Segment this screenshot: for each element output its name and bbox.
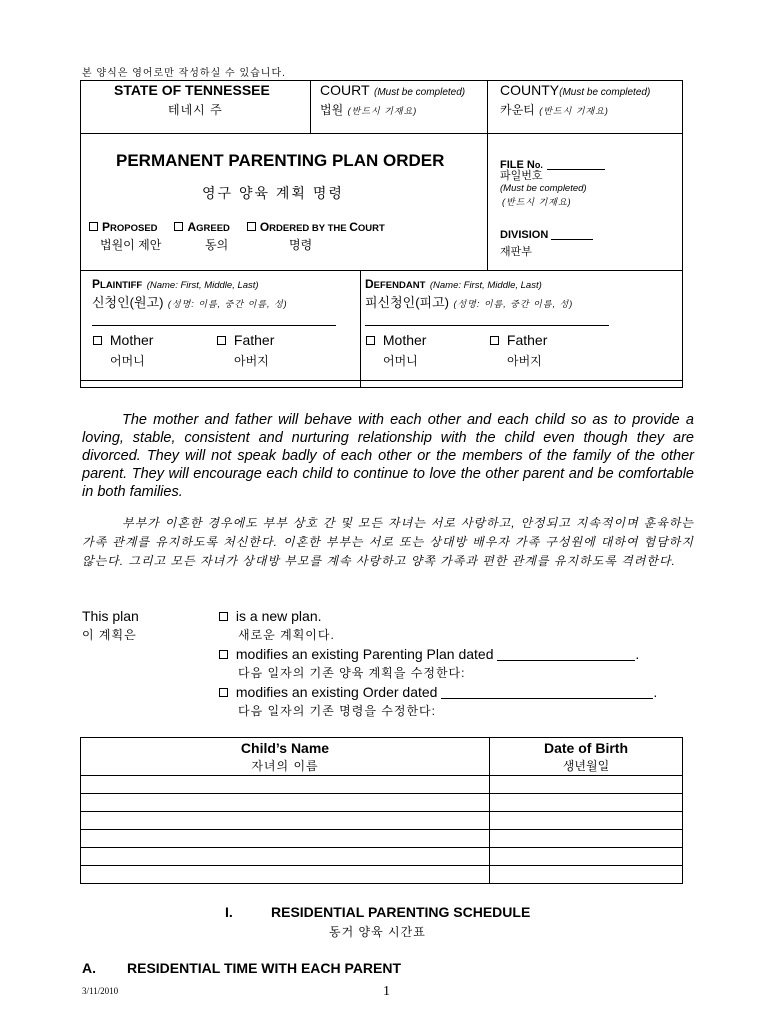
defendant-father-checkbox[interactable]: [490, 336, 499, 345]
footer-date: 3/11/2010: [82, 986, 119, 996]
page-number: 1: [383, 984, 390, 999]
court-label: COURT (Must be completed): [320, 82, 466, 98]
subsection-letter: A.: [82, 960, 96, 976]
plan-modify-order-option[interactable]: modifies an existing Order dated .: [219, 684, 657, 700]
plan-label-ko: 이 계획은: [82, 628, 137, 642]
order-type-options: [89, 218, 385, 236]
plaintiff-father-ko: 아버지: [234, 354, 269, 368]
file-number-field[interactable]: [547, 169, 605, 170]
children-table: [80, 737, 683, 884]
document-title: PERMANENT PARENTING PLAN ORDER: [116, 151, 445, 170]
plan-modify-plan-checkbox[interactable]: [219, 650, 228, 659]
plaintiff-mother-ko: 어머니: [110, 354, 145, 368]
section-number: I.: [225, 904, 233, 920]
table-row[interactable]: [81, 812, 683, 830]
option-label-ko-proposed: 법원이 제안: [100, 238, 162, 252]
defendant-mother-checkbox[interactable]: [366, 336, 375, 345]
division-field[interactable]: [551, 239, 593, 240]
plan-modify-plan-option[interactable]: modifies an existing Parenting Plan dated .: [219, 646, 639, 662]
agreed-option[interactable]: AGREED: [174, 218, 234, 235]
plaintiff-father-option[interactable]: Father: [217, 332, 274, 348]
proposed-option[interactable]: PROPOSED: [89, 218, 162, 235]
intro-paragraph: The mother and father will behave with each other and each child so as to provide a loving, stable, consistent and nurturing relationship with the child even though they are divorced. They will not speak badly of each other or the members of the family of the other parent. They will encourage each child to continue to love the other parent and be comfortable in both families.: [82, 412, 694, 500]
section-title-ko: 동거 양육 시간표: [329, 925, 426, 939]
plaintiff-mother-option[interactable]: Mother: [93, 332, 153, 348]
defendant-father-ko: 아버지: [507, 354, 542, 368]
table-row[interactable]: [81, 866, 683, 884]
plaintiff-label-ko: 신청인(원고) (성명: 이름, 중간 이름, 성): [92, 295, 288, 310]
defendant-label: DEFENDANT (Name: First, Middle, Last): [365, 277, 542, 291]
plaintiff-label: PLAINTIFF (Name: First, Middle, Last): [92, 277, 259, 291]
file-number-label: FILE No.: [500, 155, 605, 173]
table-row[interactable]: [81, 776, 683, 794]
ordered-checkbox[interactable]: [247, 222, 256, 231]
section-title: RESIDENTIAL PARENTING SCHEDULE: [271, 904, 531, 920]
plan-new-option[interactable]: is a new plan.: [219, 608, 322, 624]
table-row[interactable]: [81, 794, 683, 812]
subsection-title: RESIDENTIAL TIME WITH EACH PARENT: [127, 960, 402, 976]
plaintiff-name-field[interactable]: [92, 325, 336, 326]
proposed-checkbox[interactable]: [89, 222, 98, 231]
plan-new-checkbox[interactable]: [219, 612, 228, 621]
plan-new-ko: 새로운 계획이다.: [238, 628, 335, 642]
intro-paragraph-ko: 부부가 이혼한 경우에도 부부 상호 간 및 모든 자녀는 서로 사랑하고, 안정되고 지속적이며 훈육하는 가족 관계를 유지하도록 처신한다. 이혼한 부부는 서로 또는 상대방 배우자 가족 구성원에 대하여 험담하지 않는다. 그리고 모든 자녀가 상대방 부모를 계속 사랑하고 양쪽 가족과 편한 관계를 유지하도록 격려한다.: [82, 516, 694, 568]
language-notice: 본 양식은 영어로만 작성하실 수 있습니다.: [82, 68, 286, 79]
division-label-ko: 재판부: [500, 246, 532, 258]
defendant-mother-ko: 어머니: [383, 354, 418, 368]
option-label-ko-agreed: 동의: [205, 238, 229, 252]
file-number-note-ko: (반드시 기재요): [502, 197, 572, 207]
division-label: DIVISION: [500, 229, 593, 241]
agreed-checkbox[interactable]: [174, 222, 183, 231]
defendant-father-option[interactable]: Father: [490, 332, 547, 348]
plan-modify-order-ko: 다음 일자의 기존 명령을 수정한다:: [238, 704, 436, 718]
plan-label: This plan: [82, 608, 139, 624]
county-label: COUNTY(Must be completed): [500, 82, 651, 98]
defendant-name-field[interactable]: [365, 325, 609, 326]
plaintiff-father-checkbox[interactable]: [217, 336, 226, 345]
state-label-ko: 테네시 주: [168, 103, 223, 117]
ordered-option[interactable]: ORDERED BY THE COURT: [247, 218, 385, 235]
defendant-mother-option[interactable]: Mother: [366, 332, 426, 348]
option-label-ko-ordered: 명령: [289, 238, 313, 252]
plaintiff-mother-checkbox[interactable]: [93, 336, 102, 345]
table-row[interactable]: [81, 830, 683, 848]
document-title-ko: 영구 양육 계획 명령: [202, 185, 344, 201]
table-row[interactable]: [81, 848, 683, 866]
child-name-header: Child’s Name 자녀의 이름: [81, 738, 490, 776]
plan-modify-plan-ko: 다음 일자의 기존 양육 계획을 수정한다:: [238, 666, 466, 680]
file-number-note: (Must be completed): [500, 183, 587, 194]
defendant-label-ko: 피신청인(피고) (성명: 이름, 중간 이름, 성): [365, 295, 574, 310]
file-number-label-ko: 파일번호: [500, 170, 543, 182]
dob-header: Date of Birth 생년월일: [490, 738, 683, 776]
plan-modify-plan-date-field[interactable]: [497, 660, 635, 661]
plan-modify-order-checkbox[interactable]: [219, 688, 228, 697]
county-label-ko: 카운티 (반드시 기재요): [500, 103, 609, 117]
state-label: STATE OF TENNESSEE: [114, 82, 270, 98]
table-header-row: [81, 738, 683, 776]
court-label-ko: 법원 (반드시 기재요): [320, 103, 418, 117]
plan-modify-order-date-field[interactable]: [441, 698, 653, 699]
